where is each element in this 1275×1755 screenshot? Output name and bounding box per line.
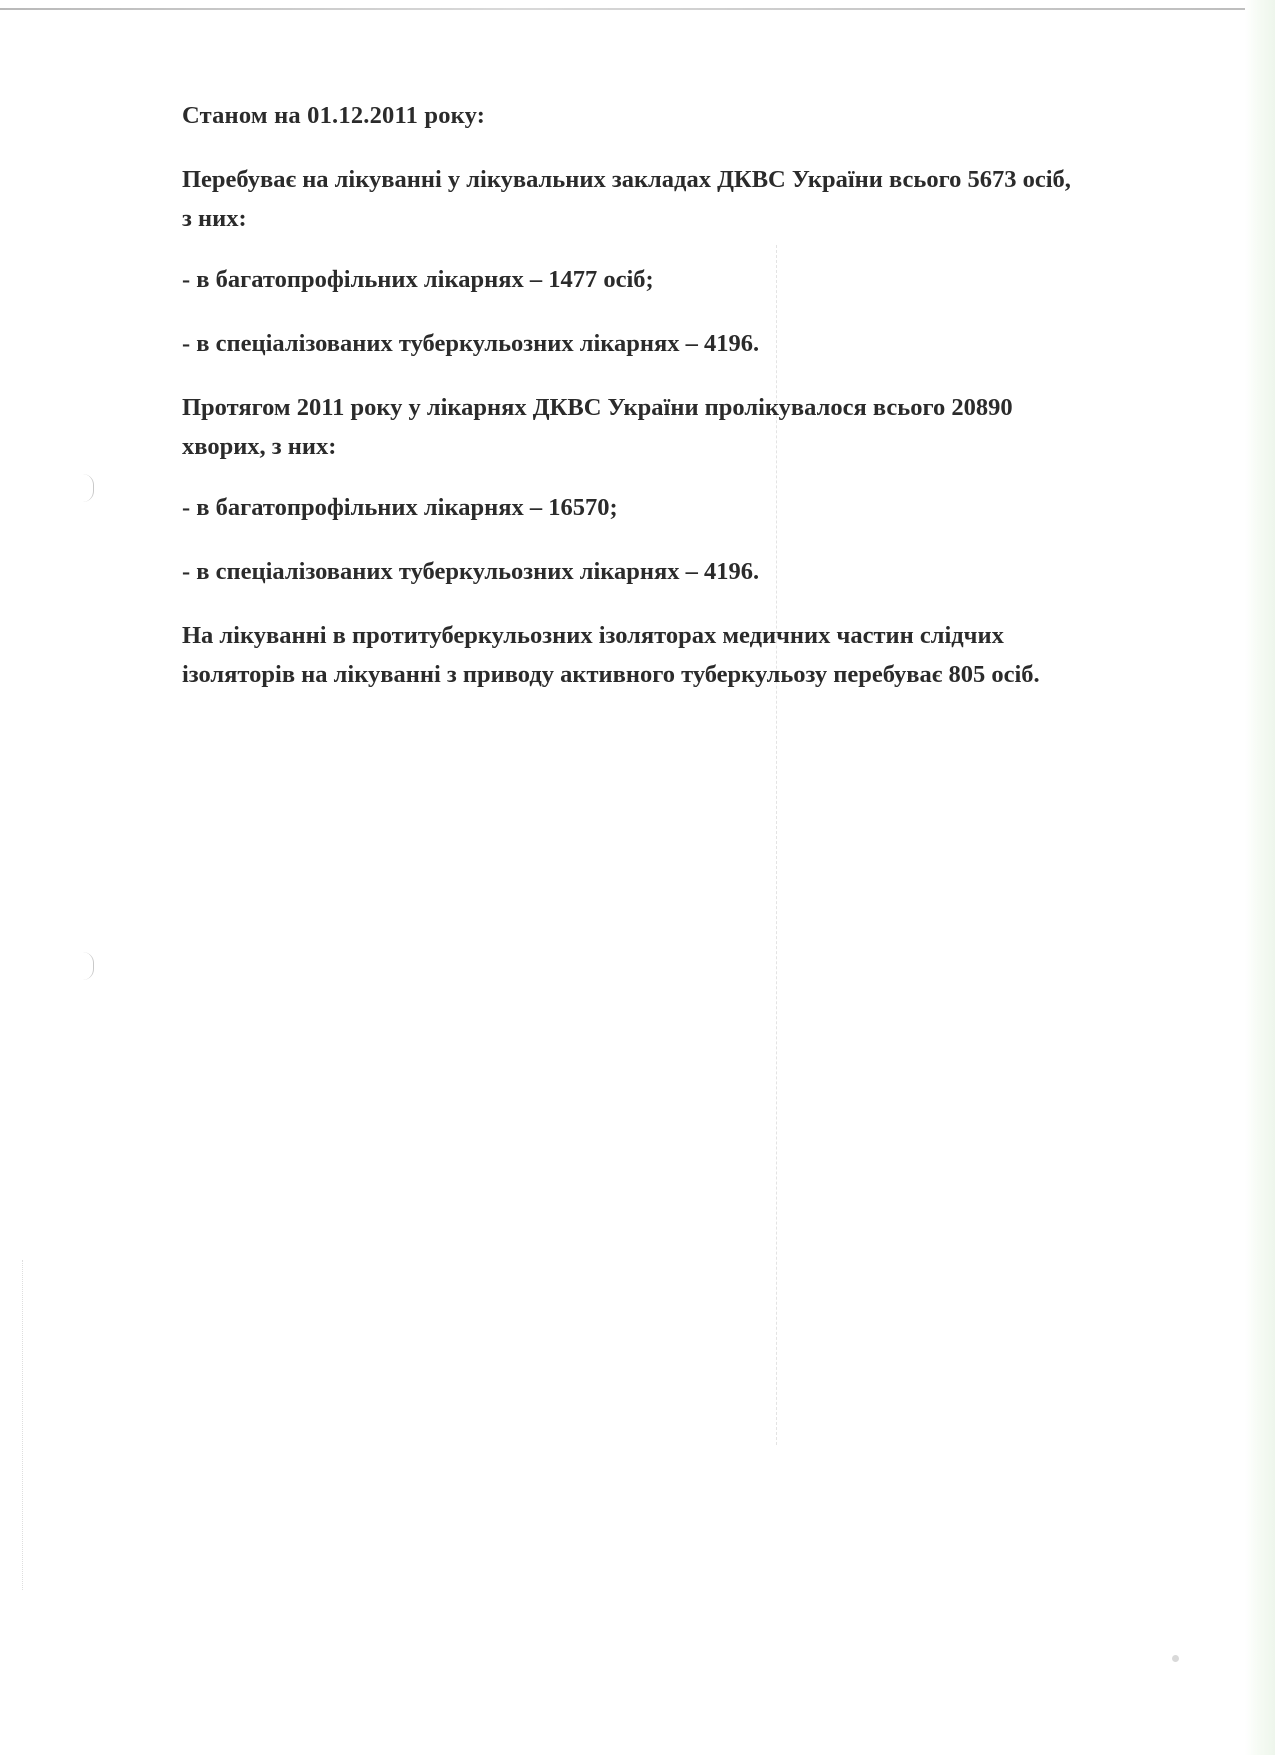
document-heading: Станом на 01.12.2011 року: xyxy=(182,102,486,129)
list-item-multiprofile-2011: - в багатопрофільних лікарнях – 16570; xyxy=(182,494,618,521)
scan-speck xyxy=(1172,1655,1179,1662)
document-body xyxy=(182,96,1082,716)
list-item-tuberculosis-2011: - в спеціалізованих туберкульозних лікарнях – 4196. xyxy=(182,558,760,585)
scan-left-edge-dots xyxy=(22,1260,23,1590)
paragraph-isolators: На лікуванні в протитуберкульозних ізоляторах медичних частин слідчих ізоляторів на лікуванні з приводу активного туберкульозу перебуває 805 осіб. xyxy=(182,622,1040,688)
paragraph-current-patients: Перебуває на лікуванні у лікувальних закладах ДКВС України всього 5673 осіб, з них: xyxy=(182,166,1071,232)
margin-mark xyxy=(83,474,94,502)
list-item-tuberculosis-current: - в спеціалізованих туберкульозних лікарнях – 4196. xyxy=(182,330,760,357)
paragraph-treated-2011: Протягом 2011 року у лікарнях ДКВС України пролікувалося всього 20890 хворих, з них: xyxy=(182,394,1013,460)
scan-right-edge xyxy=(1245,0,1275,1755)
margin-mark xyxy=(83,952,94,980)
scan-top-edge xyxy=(0,8,1275,10)
list-item-multiprofile-current: - в багатопрофільних лікарнях – 1477 осіб; xyxy=(182,266,654,293)
